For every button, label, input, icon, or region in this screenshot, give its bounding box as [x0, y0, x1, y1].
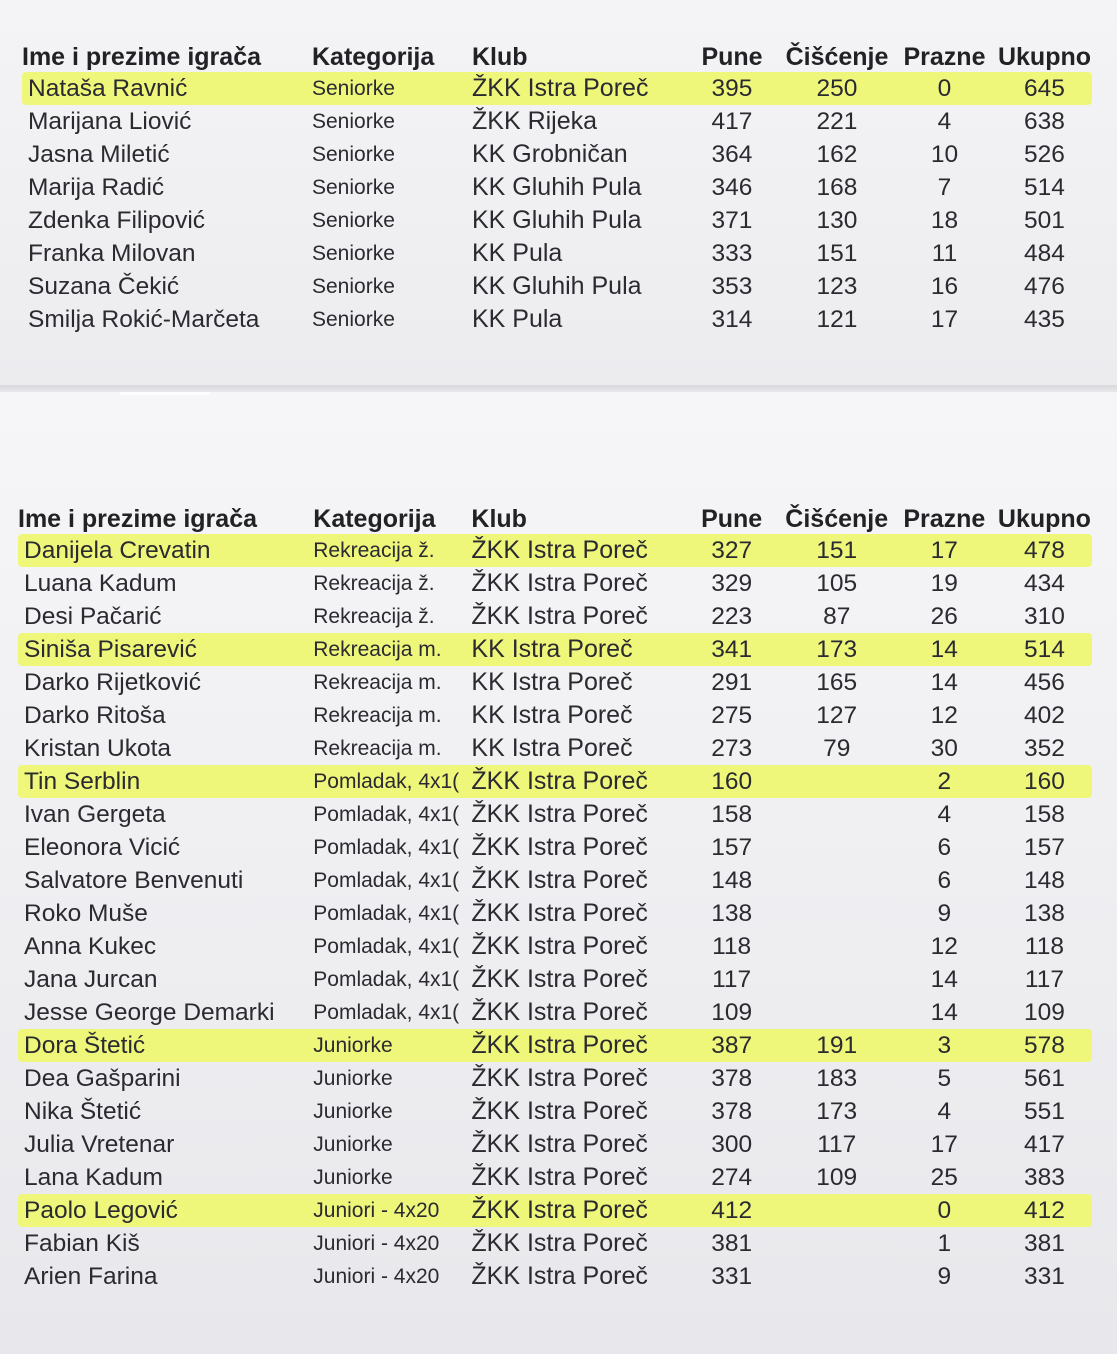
category-cell: Juniorke [313, 1099, 393, 1123]
category-cell: Rekreacija m. [313, 633, 471, 666]
header-category: Kategorija [312, 43, 435, 71]
club-cell: KK Istra Poreč [471, 701, 633, 729]
highlighted-table-row [18, 1194, 1092, 1227]
club-cell: KK Istra Poreč [471, 668, 633, 696]
ukupno-cell: 117 [1024, 965, 1064, 993]
category-cell: Seniorke [312, 274, 395, 298]
ukupno-cell: 456 [1023, 668, 1065, 696]
pune-cell: 331 [711, 1262, 753, 1290]
club-cell: ŽKK Istra Poreč [471, 534, 681, 567]
player-name: Smilja Rokić-Marčeta [28, 305, 260, 333]
category-cell: Juniori - 4x20 [313, 1231, 440, 1255]
table-body [18, 534, 1092, 1293]
ukupno-cell: 526 [1024, 140, 1065, 168]
category-cell: Juniorke [313, 1132, 393, 1156]
category-cell: Seniorke [312, 175, 395, 199]
pune-cell: 395 [682, 72, 782, 105]
table-row [18, 732, 1092, 765]
club-cell: ŽKK Istra Poreč [471, 1064, 648, 1092]
pune-cell: 371 [711, 206, 753, 234]
player-name: Darko Ritoša [24, 701, 166, 729]
category-cell: Pomladak, 4x1( [313, 802, 460, 826]
pune-cell: 417 [711, 107, 753, 135]
pune-cell: 341 [682, 633, 782, 666]
ciscenje-cell [782, 1194, 892, 1227]
player-name: Marija Radić [28, 173, 165, 201]
pune-cell: 346 [711, 173, 753, 201]
ukupno-cell: 118 [1024, 932, 1064, 960]
player-name: Eleonora Vicić [24, 833, 181, 861]
club-cell: KK Istra Poreč [471, 734, 633, 762]
header-club: Klub [472, 43, 528, 71]
ukupno-cell: 501 [1024, 206, 1065, 234]
player-name: Danijela Crevatin [18, 534, 313, 567]
ukupno-cell: 551 [1023, 1097, 1065, 1125]
pune-cell: 109 [711, 998, 753, 1026]
player-name: Luana Kadum [24, 569, 177, 597]
player-name: Julia Vretenar [24, 1130, 175, 1158]
club-cell: ŽKK Istra Poreč [471, 833, 648, 861]
highlighted-table-row [18, 1029, 1092, 1062]
prazne-cell: 14 [892, 633, 997, 666]
prazne-cell: 17 [892, 534, 997, 567]
prazne-cell: 11 [931, 239, 958, 267]
table-header-row [22, 32, 1092, 72]
club-cell: ŽKK Istra Poreč [471, 800, 648, 828]
pune-cell: 387 [682, 1029, 782, 1062]
table-row [22, 237, 1092, 270]
player-name: Anna Kukec [24, 932, 157, 960]
header-ciscenje: Čišćenje [785, 43, 889, 71]
ciscenje-cell [782, 897, 892, 930]
table-row [22, 303, 1092, 336]
prazne-cell: 0 [892, 1194, 997, 1227]
club-cell: KK Gluhih Pula [472, 272, 642, 300]
prazne-cell: 17 [930, 305, 959, 333]
ciscenje-cell: 162 [816, 140, 858, 168]
category-cell: Pomladak, 4x1( [313, 868, 460, 892]
category-cell: Juniorke [313, 1165, 393, 1189]
highlighted-table-row [22, 72, 1092, 105]
player-name: Tin Serblin [18, 765, 313, 798]
player-name: Ivan Gergeta [24, 800, 166, 828]
prazne-cell: 25 [930, 1163, 958, 1191]
ukupno-cell: 381 [1023, 1229, 1065, 1257]
club-cell: ŽKK Istra Poreč [471, 1163, 648, 1191]
header-pune: Pune [701, 505, 763, 533]
ukupno-cell: 476 [1024, 272, 1065, 300]
player-name: Paolo Legović [18, 1194, 313, 1227]
club-cell: ŽKK Istra Poreč [471, 1229, 648, 1257]
table-row [18, 831, 1092, 864]
ciscenje-cell [782, 798, 892, 831]
prazne-cell: 19 [930, 569, 958, 597]
club-cell: ŽKK Istra Poreč [471, 765, 681, 798]
player-name: Nika Štetić [24, 1097, 142, 1125]
pune-cell: 117 [712, 965, 752, 993]
ukupno-cell: 383 [1023, 1163, 1065, 1191]
table-row [18, 699, 1092, 732]
table-row [22, 204, 1092, 237]
ciscenje-cell: 87 [823, 602, 851, 630]
prazne-cell: 3 [892, 1029, 997, 1062]
category-cell: Seniorke [312, 307, 395, 331]
table-row [18, 930, 1092, 963]
prazne-cell: 30 [930, 734, 958, 762]
prazne-cell: 12 [930, 701, 958, 729]
pune-cell: 138 [711, 899, 753, 927]
category-cell: Seniorke [312, 72, 472, 105]
ukupno-cell: 434 [1023, 569, 1065, 597]
category-cell: Pomladak, 4x1( [313, 835, 460, 859]
header-pune: Pune [701, 43, 763, 71]
player-name: Suzana Čekić [28, 272, 180, 300]
header-name: Ime i prezime igrača [18, 505, 258, 533]
ciscenje-cell: 173 [816, 1097, 858, 1125]
pune-cell: 300 [711, 1130, 753, 1158]
ciscenje-cell [782, 930, 892, 963]
pune-cell: 158 [711, 800, 753, 828]
table-row [18, 798, 1092, 831]
ukupno-cell: 638 [1024, 107, 1065, 135]
table-row [22, 105, 1092, 138]
table-row [22, 138, 1092, 171]
header-prazne: Prazne [903, 505, 986, 533]
ukupno-cell: 331 [1023, 1262, 1065, 1290]
club-cell: ŽKK Istra Poreč [471, 1029, 681, 1062]
prazne-cell: 4 [937, 1097, 952, 1125]
ukupno-cell: 157 [1023, 833, 1065, 861]
player-name: Siniša Pisarević [18, 633, 313, 666]
player-name: Jesse George Demarki [24, 998, 275, 1026]
pune-cell: 118 [712, 932, 752, 960]
club-cell: ŽKK Istra Poreč [472, 72, 682, 105]
ukupno-cell: 158 [1023, 800, 1065, 828]
club-cell: ŽKK Istra Poreč [471, 1194, 681, 1227]
prazne-cell: 4 [937, 107, 952, 135]
header-club: Klub [471, 505, 527, 533]
player-name: Salvatore Benvenuti [24, 866, 244, 894]
category-cell: Pomladak, 4x1( [313, 901, 460, 925]
club-cell: ŽKK Istra Poreč [471, 998, 648, 1026]
prazne-cell: 7 [937, 173, 952, 201]
table-row [18, 666, 1092, 699]
club-cell: ŽKK Istra Poreč [471, 1262, 648, 1290]
club-cell: ŽKK Istra Poreč [471, 569, 648, 597]
highlighted-table-row [18, 633, 1092, 666]
club-cell: ŽKK Istra Poreč [471, 1130, 648, 1158]
player-name: Desi Pačarić [24, 602, 162, 630]
club-cell: ŽKK Istra Poreč [471, 1097, 648, 1125]
player-name: Nataša Ravnić [22, 72, 312, 105]
category-cell: Juniori - 4x20 [313, 1264, 440, 1288]
ciscenje-cell: 191 [782, 1029, 892, 1062]
ciscenje-cell: 109 [816, 1163, 858, 1191]
pune-cell: 291 [711, 668, 753, 696]
ukupno-cell: 138 [1023, 899, 1065, 927]
table-row [22, 270, 1092, 303]
category-cell: Rekreacija ž. [313, 571, 435, 595]
header-prazne: Prazne [903, 43, 986, 71]
category-cell: Juniorke [313, 1066, 393, 1090]
ciscenje-cell: 105 [816, 569, 858, 597]
player-name: Darko Rijetković [24, 668, 201, 696]
ciscenje-cell [782, 996, 892, 1029]
ciscenje-cell: 79 [823, 734, 851, 762]
category-cell: Juniori - 4x20 [313, 1194, 471, 1227]
ukupno-cell: 148 [1023, 866, 1065, 894]
ciscenje-cell: 221 [816, 107, 858, 135]
club-cell: KK Pula [472, 305, 563, 333]
ukupno-cell: 484 [1024, 239, 1065, 267]
table-row [18, 1128, 1092, 1161]
pune-cell: 378 [711, 1097, 753, 1125]
table-row [18, 1260, 1092, 1293]
header-ukupno: Ukupno [997, 505, 1091, 533]
pune-cell: 160 [682, 765, 782, 798]
pune-cell: 223 [711, 602, 753, 630]
ciscenje-cell: 130 [816, 206, 858, 234]
prazne-cell: 14 [930, 668, 958, 696]
pune-cell: 148 [711, 866, 753, 894]
category-cell: Seniorke [312, 241, 395, 265]
prazne-cell: 0 [892, 72, 997, 105]
club-cell: KK Grobničan [472, 140, 628, 168]
table-row [18, 864, 1092, 897]
prazne-cell: 5 [937, 1064, 952, 1092]
ukupno-cell: 514 [997, 633, 1092, 666]
club-cell: KK Gluhih Pula [472, 206, 642, 234]
pune-cell: 314 [711, 305, 753, 333]
club-cell: ŽKK Istra Poreč [471, 932, 648, 960]
pune-cell: 274 [711, 1163, 753, 1191]
player-name: Dora Štetić [18, 1029, 313, 1062]
category-cell: Seniorke [312, 208, 395, 232]
category-cell: Pomladak, 4x1( [313, 967, 460, 991]
player-name: Jana Jurcan [24, 965, 158, 993]
other-categories-results-table [18, 494, 1092, 1293]
category-cell: Pomladak, 4x1( [313, 934, 460, 958]
ukupno-cell: 514 [1024, 173, 1065, 201]
prazne-cell: 17 [930, 1130, 958, 1158]
ciscenje-cell [782, 831, 892, 864]
ciscenje-cell: 165 [816, 668, 858, 696]
prazne-cell: 6 [937, 833, 952, 861]
prazne-cell: 12 [930, 932, 958, 960]
ciscenje-cell: 121 [816, 305, 858, 333]
club-cell: KK Pula [472, 239, 563, 267]
prazne-cell: 14 [930, 998, 958, 1026]
table-row [18, 567, 1092, 600]
ciscenje-cell [782, 765, 892, 798]
player-name: Franka Milovan [28, 239, 196, 267]
ciscenje-cell: 123 [816, 272, 858, 300]
pune-cell: 273 [711, 734, 753, 762]
prazne-cell: 14 [930, 965, 958, 993]
player-name: Fabian Kiš [24, 1229, 140, 1257]
prazne-cell: 2 [892, 765, 997, 798]
prazne-cell: 16 [930, 272, 959, 300]
highlighted-table-row [18, 765, 1092, 798]
header-name: Ime i prezime igrača [22, 43, 262, 71]
pune-cell: 327 [682, 534, 782, 567]
club-cell: KK Istra Poreč [471, 633, 681, 666]
ukupno-cell: 412 [997, 1194, 1092, 1227]
table-body [22, 72, 1092, 336]
prazne-cell: 9 [937, 899, 952, 927]
table-row [18, 1227, 1092, 1260]
club-cell: KK Gluhih Pula [472, 173, 642, 201]
ciscenje-cell [782, 963, 892, 996]
club-cell: ŽKK Istra Poreč [471, 899, 648, 927]
ciscenje-cell: 151 [816, 239, 858, 267]
seniorke-results-table [22, 32, 1092, 336]
player-name: Arien Farina [24, 1262, 158, 1290]
pune-cell: 364 [711, 140, 753, 168]
ukupno-cell: 417 [1023, 1130, 1065, 1158]
ukupno-cell: 561 [1023, 1064, 1065, 1092]
pune-cell: 381 [711, 1229, 753, 1257]
ciscenje-cell: 168 [816, 173, 858, 201]
ukupno-cell: 310 [1023, 602, 1065, 630]
table-header-row [18, 494, 1092, 534]
club-cell: ŽKK Istra Poreč [471, 602, 648, 630]
prazne-cell: 10 [930, 140, 959, 168]
category-cell: Rekreacija ž. [313, 534, 471, 567]
ukupno-cell: 435 [1024, 305, 1065, 333]
category-cell: Pomladak, 4x1( [313, 765, 471, 798]
ciscenje-cell: 250 [782, 72, 892, 105]
category-cell: Juniorke [313, 1029, 471, 1062]
prazne-cell: 4 [937, 800, 952, 828]
table-row [18, 1062, 1092, 1095]
pune-cell: 353 [711, 272, 753, 300]
category-cell: Seniorke [312, 142, 395, 166]
ciscenje-cell: 127 [816, 701, 858, 729]
category-cell: Rekreacija ž. [313, 604, 435, 628]
club-cell: ŽKK Istra Poreč [471, 866, 648, 894]
player-name: Marijana Liović [28, 107, 192, 135]
table-row [18, 996, 1092, 1029]
category-cell: Pomladak, 4x1( [313, 1000, 460, 1024]
prazne-cell: 6 [937, 866, 952, 894]
ciscenje-cell [782, 1227, 892, 1260]
highlighted-table-row [18, 534, 1092, 567]
table-row [22, 171, 1092, 204]
ukupno-cell: 478 [997, 534, 1092, 567]
paper-mark [120, 392, 210, 395]
prazne-cell: 26 [930, 602, 958, 630]
pune-cell: 412 [682, 1194, 782, 1227]
player-name: Dea Gašparini [24, 1064, 181, 1092]
club-cell: ŽKK Rijeka [472, 107, 598, 135]
club-cell: ŽKK Istra Poreč [471, 965, 648, 993]
player-name: Lana Kadum [24, 1163, 163, 1191]
ukupno-cell: 109 [1023, 998, 1065, 1026]
prazne-cell: 18 [930, 206, 959, 234]
pune-cell: 378 [711, 1064, 753, 1092]
ciscenje-cell [782, 1260, 892, 1293]
ciscenje-cell: 117 [817, 1130, 857, 1158]
ukupno-cell: 160 [997, 765, 1092, 798]
ukupno-cell: 402 [1023, 701, 1065, 729]
ciscenje-cell [782, 864, 892, 897]
table-row [18, 600, 1092, 633]
prazne-cell: 9 [937, 1262, 952, 1290]
category-cell: Rekreacija m. [313, 736, 442, 760]
header-ukupno: Ukupno [997, 43, 1092, 71]
category-cell: Rekreacija m. [313, 670, 442, 694]
ciscenje-cell: 183 [816, 1064, 858, 1092]
ukupno-cell: 578 [997, 1029, 1092, 1062]
ciscenje-cell: 173 [782, 633, 892, 666]
pune-cell: 329 [711, 569, 753, 597]
pune-cell: 275 [711, 701, 753, 729]
player-name: Zdenka Filipović [28, 206, 206, 234]
table-row [18, 1161, 1092, 1194]
player-name: Kristan Ukota [24, 734, 172, 762]
prazne-cell: 1 [937, 1229, 952, 1257]
table-row [18, 963, 1092, 996]
player-name: Roko Muše [24, 899, 148, 927]
table-row [18, 897, 1092, 930]
category-cell: Rekreacija m. [313, 703, 442, 727]
header-ciscenje: Čišćenje [785, 505, 889, 533]
header-category: Kategorija [313, 505, 436, 533]
category-cell: Seniorke [312, 109, 395, 133]
player-name: Jasna Miletić [28, 140, 170, 168]
pune-cell: 157 [711, 833, 753, 861]
ukupno-cell: 645 [997, 72, 1092, 105]
table-row [18, 1095, 1092, 1128]
ukupno-cell: 352 [1023, 734, 1065, 762]
ciscenje-cell: 151 [782, 534, 892, 567]
pune-cell: 333 [711, 239, 753, 267]
